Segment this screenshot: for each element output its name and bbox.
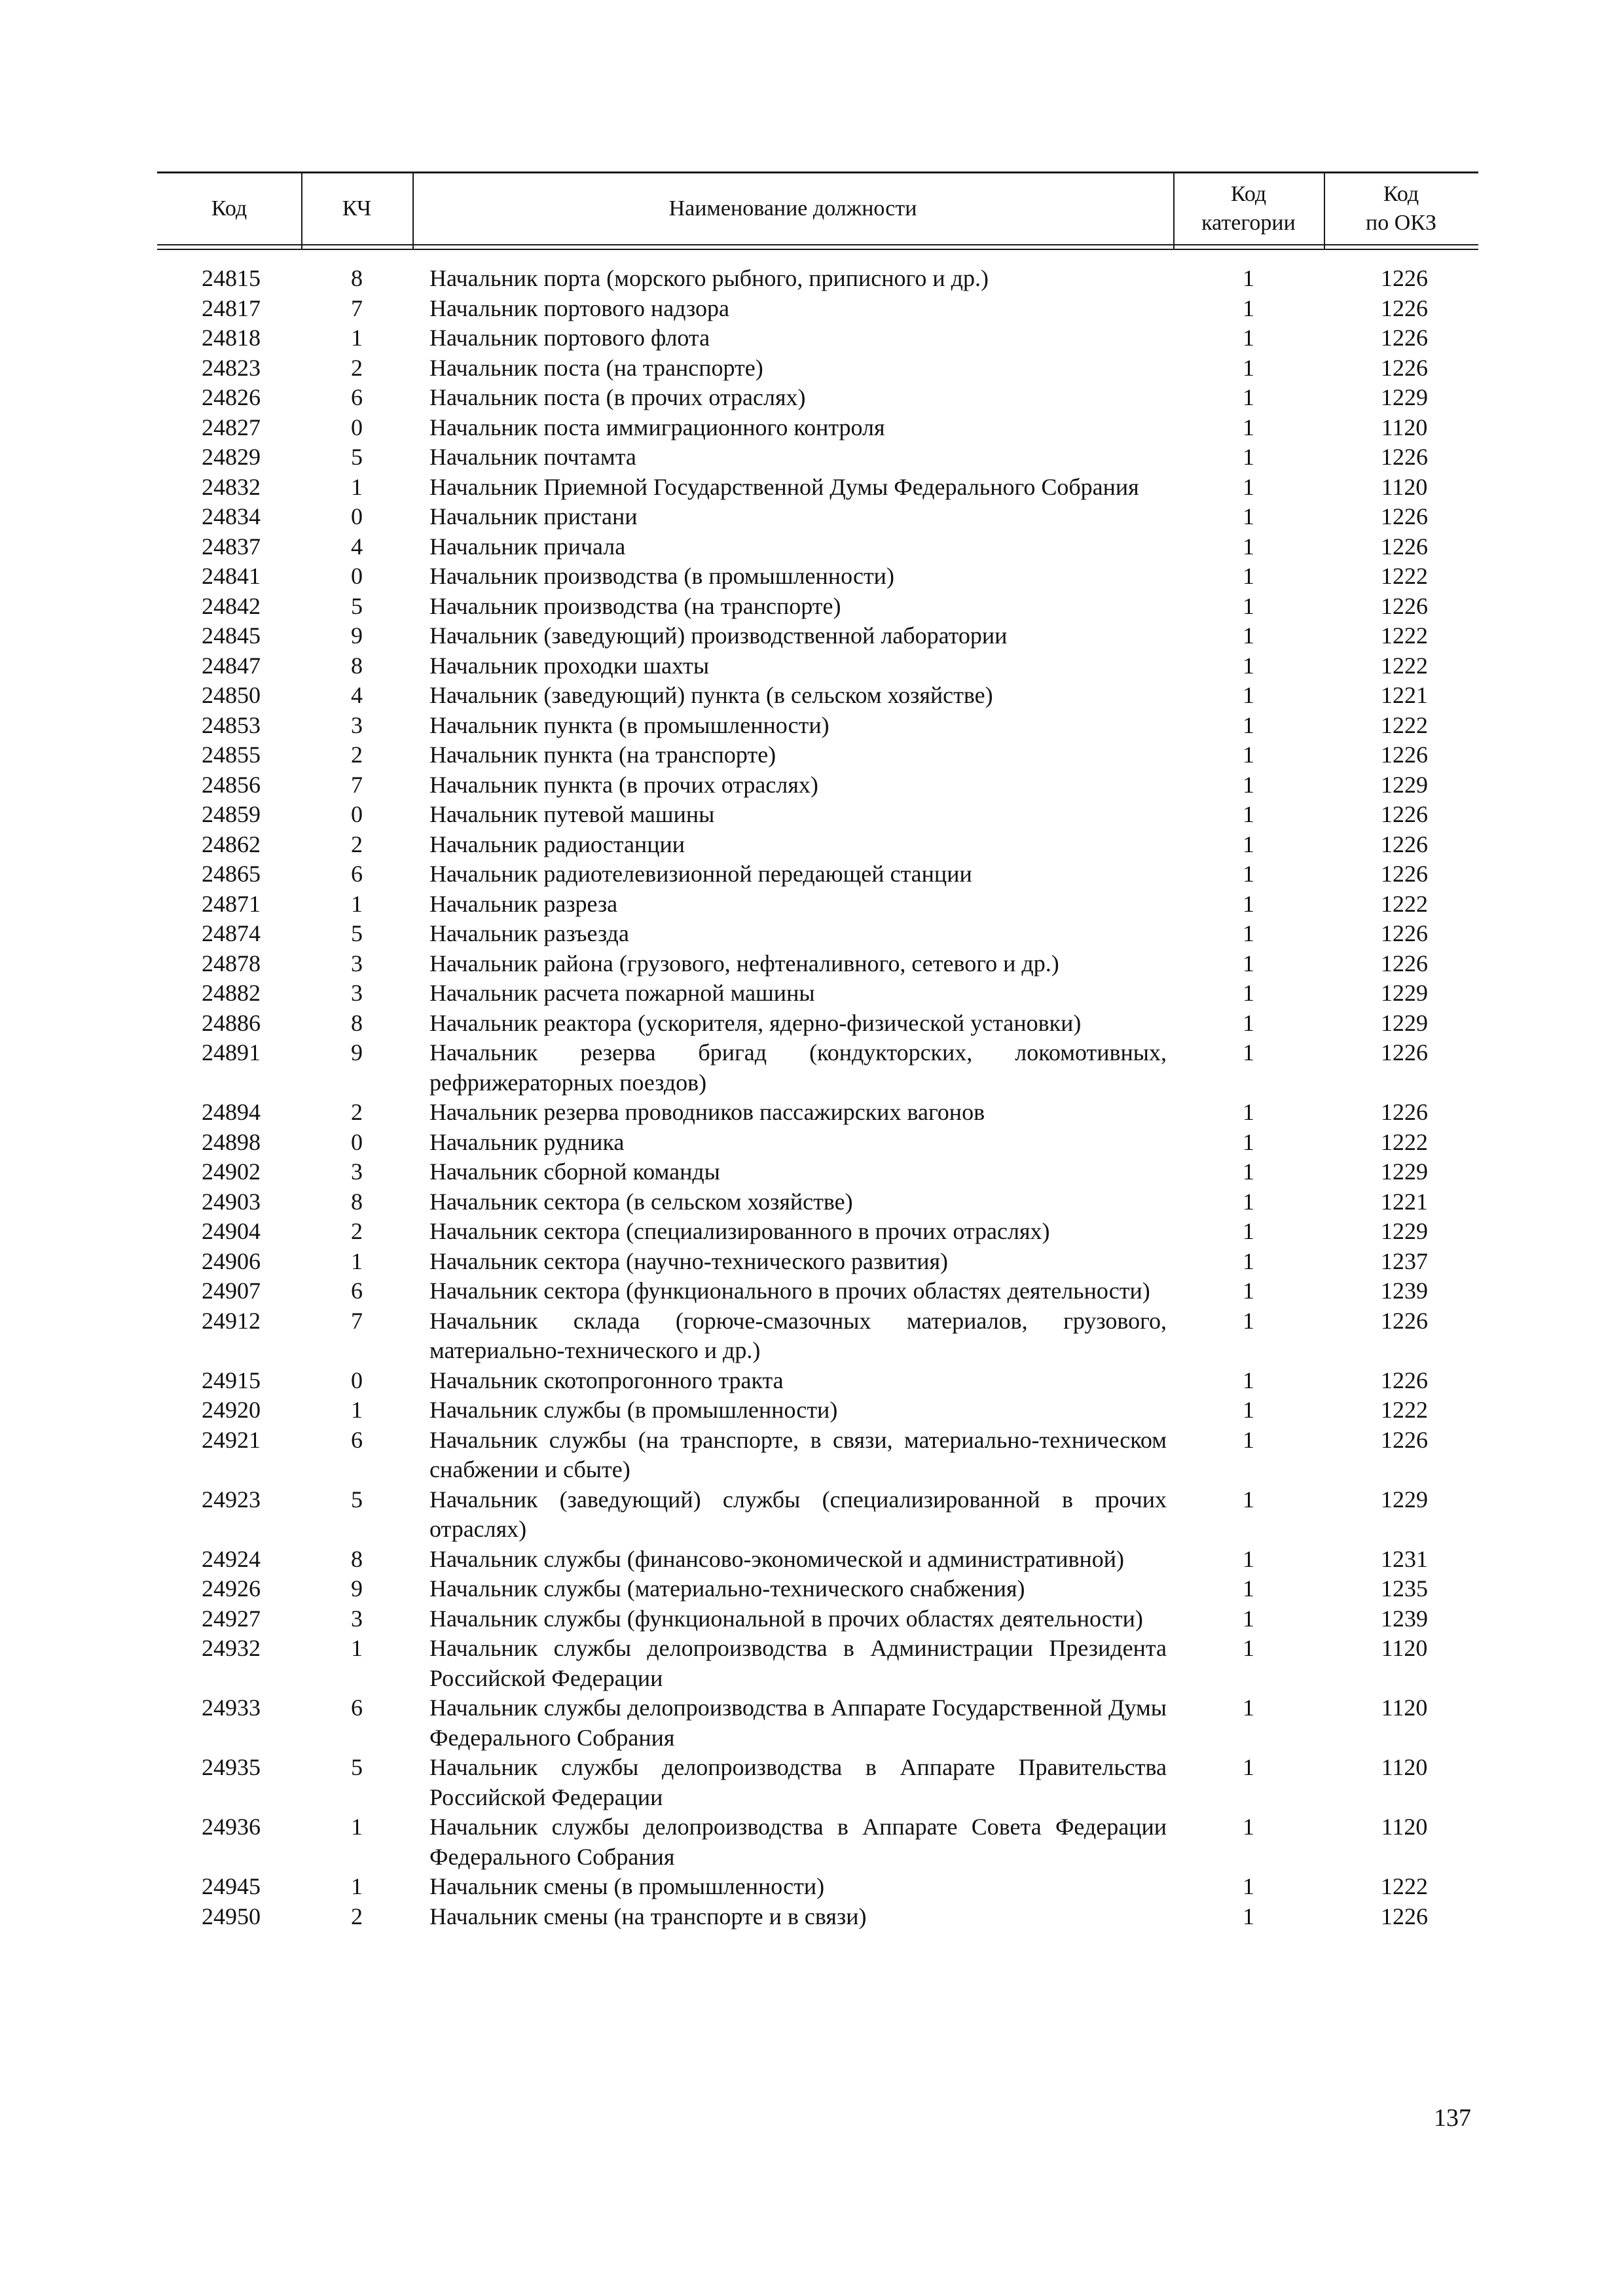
cell-okz: 1229 bbox=[1381, 980, 1428, 1006]
cell-name: Начальник поста иммиграционного контроля bbox=[429, 414, 885, 440]
cell-kch: 1 bbox=[351, 1397, 363, 1423]
cell-kch: 1 bbox=[351, 1873, 363, 1899]
cell-category: 1 bbox=[1243, 1218, 1254, 1244]
table-row bbox=[157, 1128, 1478, 1158]
cell-kch: 4 bbox=[351, 682, 363, 708]
cell-category: 1 bbox=[1243, 861, 1254, 887]
cell-code: 24845 bbox=[202, 622, 261, 649]
cell-code: 24891 bbox=[202, 1039, 261, 1066]
cell-category: 1 bbox=[1243, 652, 1254, 679]
table-row bbox=[157, 1247, 1478, 1277]
cell-name: Начальник (заведующий) пункта (в сельском хозяйстве) bbox=[429, 682, 993, 708]
cell-okz: 1120 bbox=[1381, 473, 1428, 500]
cell-name: Начальник радиотелевизионной передающей станции bbox=[429, 861, 972, 887]
cell-category: 1 bbox=[1243, 295, 1254, 321]
cell-okz: 1226 bbox=[1381, 295, 1428, 321]
cell-code: 24878 bbox=[202, 950, 261, 977]
table-row bbox=[157, 383, 1478, 413]
cell-kch: 5 bbox=[351, 1754, 363, 1780]
cell-okz: 1229 bbox=[1381, 1009, 1428, 1036]
cell-name: Начальник сектора (научно-технического развития) bbox=[429, 1247, 949, 1274]
cell-category: 1 bbox=[1243, 801, 1254, 827]
cell-kch: 2 bbox=[351, 1099, 363, 1125]
cell-okz: 1226 bbox=[1381, 533, 1428, 560]
cell-okz: 1222 bbox=[1381, 563, 1428, 589]
cell-okz: 1222 bbox=[1381, 1873, 1428, 1899]
cell-code: 24823 bbox=[202, 354, 261, 381]
cell-okz: 1226 bbox=[1381, 265, 1428, 291]
table-row bbox=[157, 1366, 1478, 1396]
cell-code: 24837 bbox=[202, 533, 261, 560]
cell-code: 24933 bbox=[202, 1695, 261, 1721]
cell-name: Начальник реактора (ускорителя, ядерно-физической установки) bbox=[429, 1009, 1082, 1036]
cell-code: 24902 bbox=[202, 1158, 261, 1185]
table-row bbox=[157, 651, 1478, 681]
table-row bbox=[157, 800, 1478, 830]
cell-name: Начальник проходки шахты bbox=[429, 652, 710, 679]
table-row bbox=[157, 1306, 1478, 1366]
cell-kch: 3 bbox=[351, 980, 363, 1006]
cell-category: 1 bbox=[1243, 1635, 1254, 1661]
cell-kch: 8 bbox=[351, 1009, 363, 1036]
table-row bbox=[157, 919, 1478, 949]
table-row bbox=[157, 323, 1478, 353]
cell-okz: 1226 bbox=[1381, 1099, 1428, 1125]
cell-kch: 3 bbox=[351, 950, 363, 977]
header-rule bbox=[157, 249, 1478, 250]
cell-okz: 1229 bbox=[1381, 1218, 1428, 1244]
cell-kch: 5 bbox=[351, 592, 363, 619]
cell-code: 24871 bbox=[202, 890, 261, 917]
cell-category: 1 bbox=[1243, 682, 1254, 708]
table-row bbox=[157, 1545, 1478, 1575]
cell-name: Начальник службы делопроизводства в Аппарате Совета Федерации Федерального Собрания bbox=[429, 1814, 1167, 1870]
cell-name: Начальник путевой машины bbox=[429, 801, 715, 827]
table-row bbox=[157, 1098, 1478, 1128]
cell-category: 1 bbox=[1243, 622, 1254, 649]
cell-okz: 1120 bbox=[1381, 1695, 1428, 1721]
cell-category: 1 bbox=[1243, 1873, 1254, 1899]
cell-okz: 1226 bbox=[1381, 742, 1428, 768]
cell-kch: 9 bbox=[351, 1039, 363, 1066]
cell-okz: 1120 bbox=[1381, 1814, 1428, 1840]
table-row bbox=[157, 740, 1478, 770]
cell-okz: 1226 bbox=[1381, 1367, 1428, 1393]
cell-code: 24853 bbox=[202, 711, 261, 738]
table-header bbox=[157, 171, 1478, 251]
table-row bbox=[157, 532, 1478, 562]
cell-name: Начальник службы (в промышленности) bbox=[429, 1397, 838, 1423]
header-category: Код категории bbox=[1201, 182, 1296, 235]
cell-code: 24862 bbox=[202, 831, 261, 857]
cell-kch: 6 bbox=[351, 384, 363, 410]
cell-okz: 1226 bbox=[1381, 325, 1428, 351]
table-row bbox=[157, 621, 1478, 651]
cell-okz: 1221 bbox=[1381, 682, 1428, 708]
cell-code: 24832 bbox=[202, 473, 261, 500]
cell-name: Начальник скотопрогонного тракта bbox=[429, 1367, 784, 1393]
cell-name: Начальник рудника bbox=[429, 1128, 625, 1155]
cell-code: 24829 bbox=[202, 444, 261, 470]
cell-name: Начальник службы (на транспорте, в связи, материально-техническом снабжении и сбыте) bbox=[429, 1426, 1167, 1482]
cell-category: 1 bbox=[1243, 1754, 1254, 1780]
cell-kch: 1 bbox=[351, 325, 363, 351]
cell-category: 1 bbox=[1243, 325, 1254, 351]
cell-kch: 0 bbox=[351, 1367, 363, 1393]
cell-category: 1 bbox=[1243, 533, 1254, 560]
cell-category: 1 bbox=[1243, 1039, 1254, 1066]
cell-code: 24932 bbox=[202, 1635, 261, 1661]
table-row bbox=[157, 978, 1478, 1009]
table-row bbox=[157, 1187, 1478, 1217]
cell-okz: 1226 bbox=[1381, 831, 1428, 857]
cell-name: Начальник пристани bbox=[429, 503, 638, 529]
cell-category: 1 bbox=[1243, 444, 1254, 470]
cell-okz: 1226 bbox=[1381, 444, 1428, 470]
table-row bbox=[157, 1604, 1478, 1634]
cell-code: 24874 bbox=[202, 920, 261, 946]
cell-kch: 0 bbox=[351, 503, 363, 529]
table-row bbox=[157, 1217, 1478, 1247]
cell-kch: 5 bbox=[351, 444, 363, 470]
cell-code: 24950 bbox=[202, 1903, 261, 1929]
cell-code: 24841 bbox=[202, 563, 261, 589]
header-name: Наименование должности bbox=[668, 196, 917, 221]
cell-code: 24850 bbox=[202, 682, 261, 708]
cell-category: 1 bbox=[1243, 1099, 1254, 1125]
cell-kch: 0 bbox=[351, 1128, 363, 1155]
table-row bbox=[157, 1485, 1478, 1545]
cell-kch: 8 bbox=[351, 1545, 363, 1572]
cell-okz: 1226 bbox=[1381, 354, 1428, 381]
cell-kch: 8 bbox=[351, 1188, 363, 1215]
cell-name: Начальник смены (на транспорте и в связи) bbox=[429, 1903, 867, 1929]
cell-category: 1 bbox=[1243, 1278, 1254, 1304]
table-row bbox=[157, 592, 1478, 622]
table-body bbox=[157, 264, 1478, 1931]
cell-code: 24815 bbox=[202, 265, 261, 291]
table-row bbox=[157, 1009, 1478, 1039]
cell-name: Начальник службы (финансово-экономической и административной) bbox=[429, 1545, 1124, 1572]
cell-name: Начальник смены (в промышленности) bbox=[429, 1873, 825, 1899]
cell-kch: 1 bbox=[351, 1814, 363, 1840]
cell-name: Начальник разреза bbox=[429, 890, 618, 917]
cell-category: 1 bbox=[1243, 384, 1254, 410]
cell-category: 1 bbox=[1243, 354, 1254, 381]
cell-kch: 6 bbox=[351, 1426, 363, 1453]
cell-okz: 1222 bbox=[1381, 652, 1428, 679]
table-row bbox=[157, 294, 1478, 324]
cell-kch: 1 bbox=[351, 1635, 363, 1661]
table-row bbox=[157, 1574, 1478, 1604]
cell-code: 24920 bbox=[202, 1397, 261, 1423]
cell-kch: 1 bbox=[351, 473, 363, 500]
cell-category: 1 bbox=[1243, 771, 1254, 798]
cell-name: Начальник службы делопроизводства в Администрации Президента Российской Федерации bbox=[429, 1635, 1167, 1691]
classifier-table bbox=[157, 171, 1478, 1931]
cell-kch: 0 bbox=[351, 801, 363, 827]
cell-okz: 1239 bbox=[1381, 1278, 1428, 1304]
table-row bbox=[157, 949, 1478, 979]
cell-category: 1 bbox=[1243, 1575, 1254, 1602]
cell-code: 24894 bbox=[202, 1099, 261, 1125]
table-row bbox=[157, 1872, 1478, 1902]
cell-kch: 8 bbox=[351, 652, 363, 679]
table-row bbox=[157, 353, 1478, 384]
cell-code: 24927 bbox=[202, 1605, 261, 1632]
table-row bbox=[157, 1426, 1478, 1485]
cell-okz: 1120 bbox=[1381, 1635, 1428, 1661]
cell-okz: 1226 bbox=[1381, 950, 1428, 977]
cell-name: Начальник службы делопроизводства в Аппарате Правительства Российской Федерации bbox=[429, 1754, 1167, 1810]
cell-code: 24834 bbox=[202, 503, 261, 529]
cell-category: 1 bbox=[1243, 1545, 1254, 1572]
cell-name: Начальник расчета пожарной машины bbox=[429, 980, 815, 1006]
cell-kch: 8 bbox=[351, 265, 363, 291]
cell-code: 24847 bbox=[202, 652, 261, 679]
cell-kch: 6 bbox=[351, 861, 363, 887]
cell-okz: 1222 bbox=[1381, 890, 1428, 917]
cell-kch: 3 bbox=[351, 711, 363, 738]
cell-okz: 1226 bbox=[1381, 861, 1428, 887]
table-row bbox=[157, 1693, 1478, 1753]
cell-category: 1 bbox=[1243, 1903, 1254, 1929]
cell-okz: 1229 bbox=[1381, 1486, 1428, 1513]
cell-okz: 1120 bbox=[1381, 414, 1428, 440]
cell-kch: 4 bbox=[351, 533, 363, 560]
cell-name: Начальник сектора (специализированного в прочих отраслях) bbox=[429, 1218, 1050, 1244]
cell-code: 24817 bbox=[202, 295, 261, 321]
cell-okz: 1229 bbox=[1381, 1158, 1428, 1185]
cell-code: 24855 bbox=[202, 742, 261, 768]
cell-okz: 1237 bbox=[1381, 1247, 1428, 1274]
header-code: Код bbox=[211, 196, 247, 221]
cell-name: Начальник портового флота bbox=[429, 325, 710, 351]
cell-name: Начальник разъезда bbox=[429, 920, 629, 946]
cell-name: Начальник почтамта bbox=[429, 444, 636, 470]
table-row bbox=[157, 830, 1478, 860]
cell-code: 24936 bbox=[202, 1814, 261, 1840]
cell-category: 1 bbox=[1243, 1247, 1254, 1274]
cell-okz: 1221 bbox=[1381, 1188, 1428, 1215]
cell-category: 1 bbox=[1243, 1605, 1254, 1632]
table-row bbox=[157, 473, 1478, 503]
cell-kch: 0 bbox=[351, 414, 363, 440]
cell-name: Начальник сектора (функционального в прочих областях деятельности) bbox=[429, 1278, 1150, 1304]
cell-category: 1 bbox=[1243, 265, 1254, 291]
cell-category: 1 bbox=[1243, 1158, 1254, 1185]
cell-okz: 1226 bbox=[1381, 503, 1428, 529]
table-row bbox=[157, 1395, 1478, 1426]
cell-category: 1 bbox=[1243, 1128, 1254, 1155]
cell-name: Начальник пункта (в прочих отраслях) bbox=[429, 771, 818, 798]
cell-name: Начальник производства (в промышленности) bbox=[429, 563, 894, 589]
table-row bbox=[157, 1634, 1478, 1693]
table-row bbox=[157, 770, 1478, 800]
cell-name: Начальник района (грузового, нефтеналивного, сетевого и др.) bbox=[429, 950, 1059, 977]
cell-category: 1 bbox=[1243, 831, 1254, 857]
table-row bbox=[157, 711, 1478, 741]
cell-code: 24842 bbox=[202, 592, 261, 619]
cell-name: Начальник пункта (на транспорте) bbox=[429, 742, 776, 768]
header-kch: КЧ bbox=[342, 196, 372, 221]
cell-name: Начальник сборной команды bbox=[429, 1158, 720, 1185]
cell-okz: 1226 bbox=[1381, 1903, 1428, 1929]
cell-category: 1 bbox=[1243, 742, 1254, 768]
cell-kch: 2 bbox=[351, 831, 363, 857]
cell-name: Начальник радиостанции bbox=[429, 831, 685, 857]
cell-kch: 5 bbox=[351, 920, 363, 946]
cell-category: 1 bbox=[1243, 1486, 1254, 1513]
cell-name: Начальник службы (материально-технического снабжения) bbox=[429, 1575, 1025, 1602]
cell-okz: 1222 bbox=[1381, 1397, 1428, 1423]
table-row bbox=[157, 264, 1478, 294]
cell-name: Начальник портового надзора bbox=[429, 295, 729, 321]
cell-code: 24882 bbox=[202, 980, 261, 1006]
cell-category: 1 bbox=[1243, 1307, 1254, 1334]
cell-category: 1 bbox=[1243, 711, 1254, 738]
cell-kch: 3 bbox=[351, 1605, 363, 1632]
cell-code: 24921 bbox=[202, 1426, 261, 1453]
cell-kch: 7 bbox=[351, 771, 363, 798]
cell-okz: 1226 bbox=[1381, 592, 1428, 619]
cell-code: 24818 bbox=[202, 325, 261, 351]
cell-category: 1 bbox=[1243, 1426, 1254, 1453]
cell-name: Начальник склада (горюче-смазочных материалов, грузового, материально-технического и др.) bbox=[429, 1307, 1167, 1363]
cell-name: Начальник службы (функциональной в прочих областях деятельности) bbox=[429, 1605, 1143, 1632]
cell-category: 1 bbox=[1243, 920, 1254, 946]
cell-name: Начальник порта (морского рыбного, приписного и др.) bbox=[429, 265, 989, 291]
table-row bbox=[157, 1812, 1478, 1872]
cell-okz: 1120 bbox=[1381, 1754, 1428, 1780]
table-row bbox=[157, 502, 1478, 532]
cell-name: Начальник поста (в прочих отраслях) bbox=[429, 384, 806, 410]
cell-kch: 3 bbox=[351, 1158, 363, 1185]
table-row bbox=[157, 859, 1478, 889]
cell-okz: 1235 bbox=[1381, 1575, 1428, 1602]
cell-okz: 1226 bbox=[1381, 920, 1428, 946]
cell-code: 24924 bbox=[202, 1545, 261, 1572]
cell-kch: 1 bbox=[351, 890, 363, 917]
table-row bbox=[157, 562, 1478, 592]
cell-code: 24906 bbox=[202, 1247, 261, 1274]
cell-kch: 6 bbox=[351, 1695, 363, 1721]
cell-category: 1 bbox=[1243, 473, 1254, 500]
cell-category: 1 bbox=[1243, 563, 1254, 589]
header-rule bbox=[157, 244, 1478, 245]
cell-name: Начальник резерва проводников пассажирских вагонов bbox=[429, 1099, 985, 1125]
table-row bbox=[157, 1276, 1478, 1306]
cell-name: Начальник сектора (в сельском хозяйстве) bbox=[429, 1188, 853, 1215]
cell-kch: 2 bbox=[351, 354, 363, 381]
cell-code: 24935 bbox=[202, 1754, 261, 1780]
cell-kch: 2 bbox=[351, 1218, 363, 1244]
cell-kch: 7 bbox=[351, 295, 363, 321]
header-okz: Код по ОКЗ bbox=[1366, 182, 1436, 235]
cell-code: 24903 bbox=[202, 1188, 261, 1215]
cell-code: 24827 bbox=[202, 414, 261, 440]
cell-code: 24898 bbox=[202, 1128, 261, 1155]
cell-kch: 2 bbox=[351, 742, 363, 768]
cell-okz: 1229 bbox=[1381, 384, 1428, 410]
page-number: 137 bbox=[1434, 2104, 1471, 2132]
cell-code: 24826 bbox=[202, 384, 261, 410]
cell-okz: 1239 bbox=[1381, 1605, 1428, 1632]
cell-code: 24856 bbox=[202, 771, 261, 798]
cell-okz: 1222 bbox=[1381, 622, 1428, 649]
table-row bbox=[157, 1157, 1478, 1187]
cell-code: 24886 bbox=[202, 1009, 261, 1036]
cell-category: 1 bbox=[1243, 1188, 1254, 1215]
cell-code: 24912 bbox=[202, 1307, 261, 1334]
cell-kch: 6 bbox=[351, 1278, 363, 1304]
cell-code: 24859 bbox=[202, 801, 261, 827]
table-row bbox=[157, 442, 1478, 473]
cell-okz: 1226 bbox=[1381, 1426, 1428, 1453]
cell-okz: 1222 bbox=[1381, 1128, 1428, 1155]
cell-name: Начальник резерва бригад (кондукторских, локомотивных, рефрижераторных поездов) bbox=[429, 1039, 1167, 1096]
cell-name: Начальник (заведующий) службы (специализированной в прочих отраслях) bbox=[429, 1486, 1167, 1542]
cell-category: 1 bbox=[1243, 503, 1254, 529]
cell-code: 24923 bbox=[202, 1486, 261, 1513]
cell-category: 1 bbox=[1243, 1814, 1254, 1840]
table-row bbox=[157, 681, 1478, 711]
table-row bbox=[157, 1038, 1478, 1098]
cell-kch: 7 bbox=[351, 1307, 363, 1334]
cell-category: 1 bbox=[1243, 890, 1254, 917]
cell-okz: 1226 bbox=[1381, 801, 1428, 827]
cell-okz: 1226 bbox=[1381, 1039, 1428, 1066]
cell-okz: 1231 bbox=[1381, 1545, 1428, 1572]
cell-okz: 1222 bbox=[1381, 711, 1428, 738]
cell-kch: 0 bbox=[351, 563, 363, 589]
cell-category: 1 bbox=[1243, 1009, 1254, 1036]
cell-name: Начальник производства (на транспорте) bbox=[429, 592, 841, 619]
cell-name: Начальник поста (на транспорте) bbox=[429, 354, 763, 381]
table-row bbox=[157, 1902, 1478, 1932]
table-row bbox=[157, 413, 1478, 443]
cell-category: 1 bbox=[1243, 980, 1254, 1006]
cell-name: Начальник (заведующий) производственной лаборатории bbox=[429, 622, 1008, 649]
cell-category: 1 bbox=[1243, 1397, 1254, 1423]
cell-code: 24865 bbox=[202, 861, 261, 887]
cell-code: 24926 bbox=[202, 1575, 261, 1602]
cell-kch: 1 bbox=[351, 1247, 363, 1274]
cell-category: 1 bbox=[1243, 414, 1254, 440]
cell-name: Начальник причала bbox=[429, 533, 626, 560]
cell-category: 1 bbox=[1243, 1695, 1254, 1721]
cell-kch: 9 bbox=[351, 622, 363, 649]
cell-code: 24904 bbox=[202, 1218, 261, 1244]
cell-category: 1 bbox=[1243, 950, 1254, 977]
cell-kch: 9 bbox=[351, 1575, 363, 1602]
cell-name: Начальник службы делопроизводства в Аппарате Государственной Думы Федерального Собрания bbox=[429, 1695, 1167, 1751]
cell-name: Начальник пункта (в промышленности) bbox=[429, 711, 830, 738]
cell-code: 24915 bbox=[202, 1367, 261, 1393]
cell-category: 1 bbox=[1243, 1367, 1254, 1393]
cell-kch: 5 bbox=[351, 1486, 363, 1513]
cell-name: Начальник Приемной Государственной Думы Федерального Собрания bbox=[429, 473, 1139, 500]
table-row bbox=[157, 889, 1478, 920]
cell-okz: 1226 bbox=[1381, 1307, 1428, 1334]
table-row bbox=[157, 1753, 1478, 1812]
cell-code: 24907 bbox=[202, 1278, 261, 1304]
cell-code: 24945 bbox=[202, 1873, 261, 1899]
cell-category: 1 bbox=[1243, 592, 1254, 619]
cell-kch: 2 bbox=[351, 1903, 363, 1929]
cell-okz: 1229 bbox=[1381, 771, 1428, 798]
